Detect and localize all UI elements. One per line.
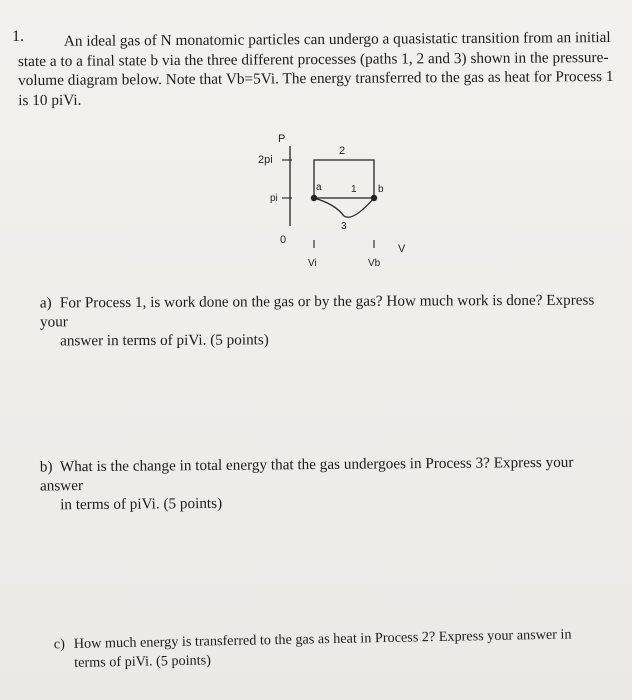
point-b-label: b [378, 184, 384, 195]
question-number: 1. [12, 28, 24, 45]
part-c-text-line2: terms of piVi. (5 points) [74, 652, 212, 671]
pv-diagram [250, 128, 420, 268]
axis-v-label: V [398, 243, 406, 255]
question-intro: An ideal gas of N monatomic particles can undergo a quasistatic transition from an initial state a to a final state b via the three different processes (paths 1, 2 and 3) shown in the pressure-volume diagram below. Note that Vb=5Vi. The energy transferred to the gas as heat for Process 1 is 10 piVi. [17, 28, 614, 109]
path-3-curve [314, 198, 374, 217]
part-a-label: a) [39, 294, 52, 312]
point-b-dot [371, 195, 377, 201]
tick-vi-label: Vi [308, 258, 317, 268]
tick-2pi-label: 2pi [258, 154, 273, 166]
part-b [40, 453, 600, 515]
path-2-line [314, 160, 374, 198]
axis-p-label: P [278, 133, 286, 145]
part-b-label: b) [39, 458, 53, 476]
part-a-text-line2: answer in terms of piVi. (5 points) [60, 331, 269, 350]
part-c [54, 625, 615, 674]
tick-pi-label: pi [270, 193, 278, 204]
part-b-text-line2: in terms of piVi. (5 points) [60, 494, 223, 514]
path-1-label: 1 [351, 184, 357, 195]
path-3-label: 3 [341, 221, 347, 232]
path-2-label: 2 [339, 145, 346, 157]
tick-vb-label: Vb [368, 258, 381, 268]
origin-label: 0 [280, 234, 287, 246]
point-a-dot [311, 195, 317, 201]
part-c-text-line1: How much energy is transferred to the gas as heat in Process 2? Express your answer in [73, 626, 572, 652]
part-c-label: c) [53, 636, 66, 653]
part-a-text-line1: For Process 1, is work done on the gas or by the gas? How much work is done? Express your [39, 291, 595, 331]
part-a [40, 291, 610, 351]
pv-diagram-svg [250, 128, 420, 268]
point-a-label: a [316, 182, 322, 193]
part-b-text-line1: What is the change in total energy that the gas undergoes in Process 3? Express your answer [39, 453, 574, 495]
